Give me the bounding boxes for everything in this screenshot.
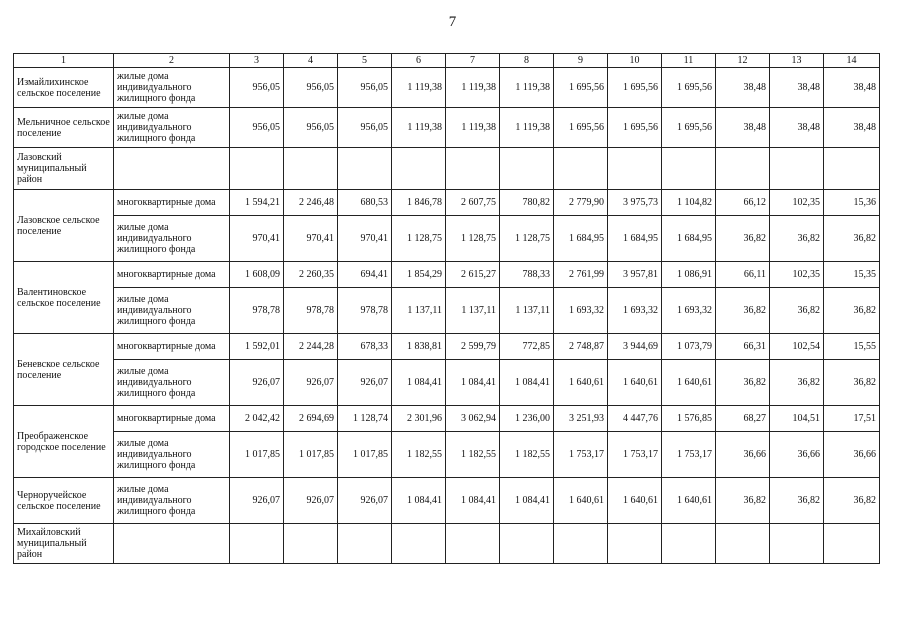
table-row xyxy=(14,360,880,406)
housing-type: жилые дома индивидуального жилищного фонда xyxy=(114,432,230,478)
column-header: 8 xyxy=(500,54,554,68)
value-cell: 102,35 xyxy=(770,190,824,216)
value-cell xyxy=(554,148,608,190)
value-cell: 3 251,93 xyxy=(554,406,608,432)
value-cell xyxy=(662,148,716,190)
housing-type: жилые дома индивидуального жилищного фонда xyxy=(114,288,230,334)
value-cell: 66,12 xyxy=(716,190,770,216)
value-cell: 1 137,11 xyxy=(500,288,554,334)
value-cell: 1 684,95 xyxy=(608,216,662,262)
value-cell: 926,07 xyxy=(230,478,284,524)
value-cell: 1 640,61 xyxy=(554,360,608,406)
column-header: 4 xyxy=(284,54,338,68)
table-row xyxy=(14,190,880,216)
value-cell: 970,41 xyxy=(338,216,392,262)
housing-type: многоквартирные дома xyxy=(114,262,230,288)
column-header: 1 xyxy=(14,54,114,68)
tariff-table xyxy=(13,53,880,564)
value-cell: 956,05 xyxy=(338,68,392,108)
value-cell: 2 301,96 xyxy=(392,406,446,432)
value-cell: 926,07 xyxy=(338,478,392,524)
housing-type: жилые дома индивидуального жилищного фонда xyxy=(114,68,230,108)
table-row xyxy=(14,216,880,262)
value-cell: 102,35 xyxy=(770,262,824,288)
value-cell: 678,33 xyxy=(338,334,392,360)
table-row xyxy=(14,148,880,190)
value-cell xyxy=(554,524,608,564)
value-cell xyxy=(446,524,500,564)
table-row xyxy=(14,524,880,564)
value-cell: 1 693,32 xyxy=(662,288,716,334)
column-header: 12 xyxy=(716,54,770,68)
value-cell: 1 695,56 xyxy=(554,68,608,108)
value-cell: 2 244,28 xyxy=(284,334,338,360)
value-cell: 1 640,61 xyxy=(554,478,608,524)
value-cell: 1 119,38 xyxy=(500,108,554,148)
value-cell: 1 592,01 xyxy=(230,334,284,360)
value-cell: 1 684,95 xyxy=(662,216,716,262)
value-cell: 970,41 xyxy=(284,216,338,262)
settlement-name: Михайловский муниципальный район xyxy=(14,524,114,564)
value-cell: 3 062,94 xyxy=(446,406,500,432)
housing-type: жилые дома индивидуального жилищного фонда xyxy=(114,216,230,262)
value-cell: 1 695,56 xyxy=(608,108,662,148)
value-cell: 1 084,41 xyxy=(500,478,554,524)
value-cell: 680,53 xyxy=(338,190,392,216)
table-row xyxy=(14,406,880,432)
value-cell: 1 182,55 xyxy=(500,432,554,478)
value-cell: 1 753,17 xyxy=(608,432,662,478)
value-cell: 1 695,56 xyxy=(662,68,716,108)
value-cell: 1 119,38 xyxy=(392,108,446,148)
value-cell: 1 236,00 xyxy=(500,406,554,432)
value-cell: 38,48 xyxy=(824,68,880,108)
table-row xyxy=(14,262,880,288)
value-cell: 66,11 xyxy=(716,262,770,288)
value-cell: 36,82 xyxy=(770,478,824,524)
value-cell: 1 128,75 xyxy=(392,216,446,262)
table-row xyxy=(14,334,880,360)
value-cell: 1 128,75 xyxy=(446,216,500,262)
value-cell: 36,82 xyxy=(824,288,880,334)
value-cell: 1 846,78 xyxy=(392,190,446,216)
value-cell xyxy=(770,148,824,190)
value-cell: 36,82 xyxy=(716,360,770,406)
value-cell xyxy=(716,524,770,564)
value-cell: 1 753,17 xyxy=(662,432,716,478)
table-row xyxy=(14,478,880,524)
value-cell: 2 779,90 xyxy=(554,190,608,216)
value-cell xyxy=(446,148,500,190)
value-cell: 15,55 xyxy=(824,334,880,360)
column-header: 10 xyxy=(608,54,662,68)
value-cell: 38,48 xyxy=(770,108,824,148)
value-cell: 36,66 xyxy=(716,432,770,478)
value-cell: 36,82 xyxy=(716,478,770,524)
value-cell: 38,48 xyxy=(770,68,824,108)
value-cell: 15,35 xyxy=(824,262,880,288)
value-cell: 36,82 xyxy=(824,216,880,262)
value-cell: 3 957,81 xyxy=(608,262,662,288)
value-cell: 36,82 xyxy=(770,288,824,334)
value-cell: 956,05 xyxy=(338,108,392,148)
value-cell: 15,36 xyxy=(824,190,880,216)
value-cell: 1 119,38 xyxy=(446,68,500,108)
value-cell: 1 128,74 xyxy=(338,406,392,432)
value-cell xyxy=(608,524,662,564)
settlement-name: Лазовское сельское поселение xyxy=(14,190,114,262)
value-cell: 1 182,55 xyxy=(446,432,500,478)
value-cell: 1 640,61 xyxy=(608,478,662,524)
value-cell xyxy=(230,524,284,564)
value-cell: 926,07 xyxy=(284,478,338,524)
value-cell: 68,27 xyxy=(716,406,770,432)
settlement-name: Черноручейское сельское поселение xyxy=(14,478,114,524)
settlement-name: Измайлихинское сельское поселение xyxy=(14,68,114,108)
value-cell: 1 104,82 xyxy=(662,190,716,216)
housing-type: многоквартирные дома xyxy=(114,190,230,216)
value-cell xyxy=(392,524,446,564)
value-cell: 1 128,75 xyxy=(500,216,554,262)
value-cell: 956,05 xyxy=(230,68,284,108)
value-cell: 978,78 xyxy=(230,288,284,334)
value-cell: 36,82 xyxy=(716,288,770,334)
value-cell: 38,48 xyxy=(716,68,770,108)
column-header: 3 xyxy=(230,54,284,68)
value-cell: 2 599,79 xyxy=(446,334,500,360)
value-cell: 970,41 xyxy=(230,216,284,262)
page-number: 7 xyxy=(448,14,457,30)
value-cell: 3 975,73 xyxy=(608,190,662,216)
settlement-name: Беневское сельское поселение xyxy=(14,334,114,406)
value-cell: 1 640,61 xyxy=(662,360,716,406)
value-cell: 956,05 xyxy=(284,68,338,108)
housing-type: жилые дома индивидуального жилищного фонда xyxy=(114,108,230,148)
value-cell: 1 084,41 xyxy=(392,478,446,524)
column-header: 5 xyxy=(338,54,392,68)
value-cell: 36,66 xyxy=(824,432,880,478)
value-cell xyxy=(662,524,716,564)
value-cell: 17,51 xyxy=(824,406,880,432)
value-cell: 1 753,17 xyxy=(554,432,608,478)
value-cell: 2 260,35 xyxy=(284,262,338,288)
value-cell: 788,33 xyxy=(500,262,554,288)
column-header: 14 xyxy=(824,54,880,68)
value-cell: 1 119,38 xyxy=(500,68,554,108)
value-cell xyxy=(824,148,880,190)
value-cell xyxy=(284,524,338,564)
value-cell: 1 838,81 xyxy=(392,334,446,360)
value-cell: 1 017,85 xyxy=(230,432,284,478)
value-cell: 1 084,41 xyxy=(392,360,446,406)
value-cell: 36,82 xyxy=(770,360,824,406)
value-cell xyxy=(230,148,284,190)
value-cell: 694,41 xyxy=(338,262,392,288)
value-cell: 1 084,41 xyxy=(500,360,554,406)
value-cell xyxy=(608,148,662,190)
value-cell: 780,82 xyxy=(500,190,554,216)
value-cell xyxy=(338,148,392,190)
value-cell: 2 748,87 xyxy=(554,334,608,360)
value-cell xyxy=(500,148,554,190)
table-row xyxy=(14,432,880,478)
value-cell: 3 944,69 xyxy=(608,334,662,360)
column-header: 13 xyxy=(770,54,824,68)
value-cell: 1 084,41 xyxy=(446,478,500,524)
table-row xyxy=(14,68,880,108)
value-cell: 978,78 xyxy=(338,288,392,334)
header-row xyxy=(14,54,880,68)
value-cell: 2 042,42 xyxy=(230,406,284,432)
housing-type: многоквартирные дома xyxy=(114,334,230,360)
value-cell: 1 119,38 xyxy=(446,108,500,148)
value-cell: 2 615,27 xyxy=(446,262,500,288)
column-header: 2 xyxy=(114,54,230,68)
value-cell: 1 695,56 xyxy=(554,108,608,148)
value-cell xyxy=(392,148,446,190)
value-cell: 1 695,56 xyxy=(662,108,716,148)
value-cell xyxy=(716,148,770,190)
value-cell: 1 017,85 xyxy=(338,432,392,478)
value-cell: 956,05 xyxy=(284,108,338,148)
value-cell xyxy=(284,148,338,190)
housing-type: многоквартирные дома xyxy=(114,406,230,432)
value-cell: 978,78 xyxy=(284,288,338,334)
value-cell: 1 684,95 xyxy=(554,216,608,262)
housing-type: жилые дома индивидуального жилищного фонда xyxy=(114,478,230,524)
value-cell: 4 447,76 xyxy=(608,406,662,432)
value-cell: 2 694,69 xyxy=(284,406,338,432)
value-cell: 1 594,21 xyxy=(230,190,284,216)
value-cell: 2 761,99 xyxy=(554,262,608,288)
value-cell: 1 073,79 xyxy=(662,334,716,360)
value-cell: 38,48 xyxy=(824,108,880,148)
value-cell xyxy=(770,524,824,564)
value-cell: 772,85 xyxy=(500,334,554,360)
value-cell: 1 693,32 xyxy=(608,288,662,334)
value-cell xyxy=(500,524,554,564)
value-cell: 1 640,61 xyxy=(608,360,662,406)
housing-type: жилые дома индивидуального жилищного фонда xyxy=(114,360,230,406)
table-row xyxy=(14,108,880,148)
value-cell: 926,07 xyxy=(230,360,284,406)
value-cell: 104,51 xyxy=(770,406,824,432)
value-cell: 36,82 xyxy=(716,216,770,262)
column-header: 7 xyxy=(446,54,500,68)
settlement-name: Валентиновское сельское поселение xyxy=(14,262,114,334)
value-cell: 36,82 xyxy=(824,360,880,406)
value-cell: 926,07 xyxy=(284,360,338,406)
value-cell: 1 640,61 xyxy=(662,478,716,524)
value-cell: 36,66 xyxy=(770,432,824,478)
value-cell: 1 608,09 xyxy=(230,262,284,288)
value-cell: 1 137,11 xyxy=(446,288,500,334)
value-cell: 926,07 xyxy=(338,360,392,406)
value-cell: 1 182,55 xyxy=(392,432,446,478)
value-cell: 1 693,32 xyxy=(554,288,608,334)
column-header: 6 xyxy=(392,54,446,68)
column-header: 9 xyxy=(554,54,608,68)
value-cell: 66,31 xyxy=(716,334,770,360)
column-header: 11 xyxy=(662,54,716,68)
value-cell: 1 137,11 xyxy=(392,288,446,334)
value-cell: 36,82 xyxy=(770,216,824,262)
settlement-name: Преображенское городское поселение xyxy=(14,406,114,478)
value-cell: 1 017,85 xyxy=(284,432,338,478)
value-cell: 1 084,41 xyxy=(446,360,500,406)
value-cell xyxy=(338,524,392,564)
value-cell: 2 607,75 xyxy=(446,190,500,216)
housing-type xyxy=(114,148,230,190)
table-row xyxy=(14,288,880,334)
value-cell: 102,54 xyxy=(770,334,824,360)
housing-type xyxy=(114,524,230,564)
value-cell: 1 119,38 xyxy=(392,68,446,108)
value-cell: 38,48 xyxy=(716,108,770,148)
value-cell: 1 854,29 xyxy=(392,262,446,288)
settlement-name: Лазовский муниципальный район xyxy=(14,148,114,190)
settlement-name: Мельничное сельское поселение xyxy=(14,108,114,148)
value-cell: 1 576,85 xyxy=(662,406,716,432)
value-cell: 36,82 xyxy=(824,478,880,524)
value-cell: 2 246,48 xyxy=(284,190,338,216)
value-cell: 956,05 xyxy=(230,108,284,148)
value-cell: 1 086,91 xyxy=(662,262,716,288)
value-cell: 1 695,56 xyxy=(608,68,662,108)
value-cell xyxy=(824,524,880,564)
